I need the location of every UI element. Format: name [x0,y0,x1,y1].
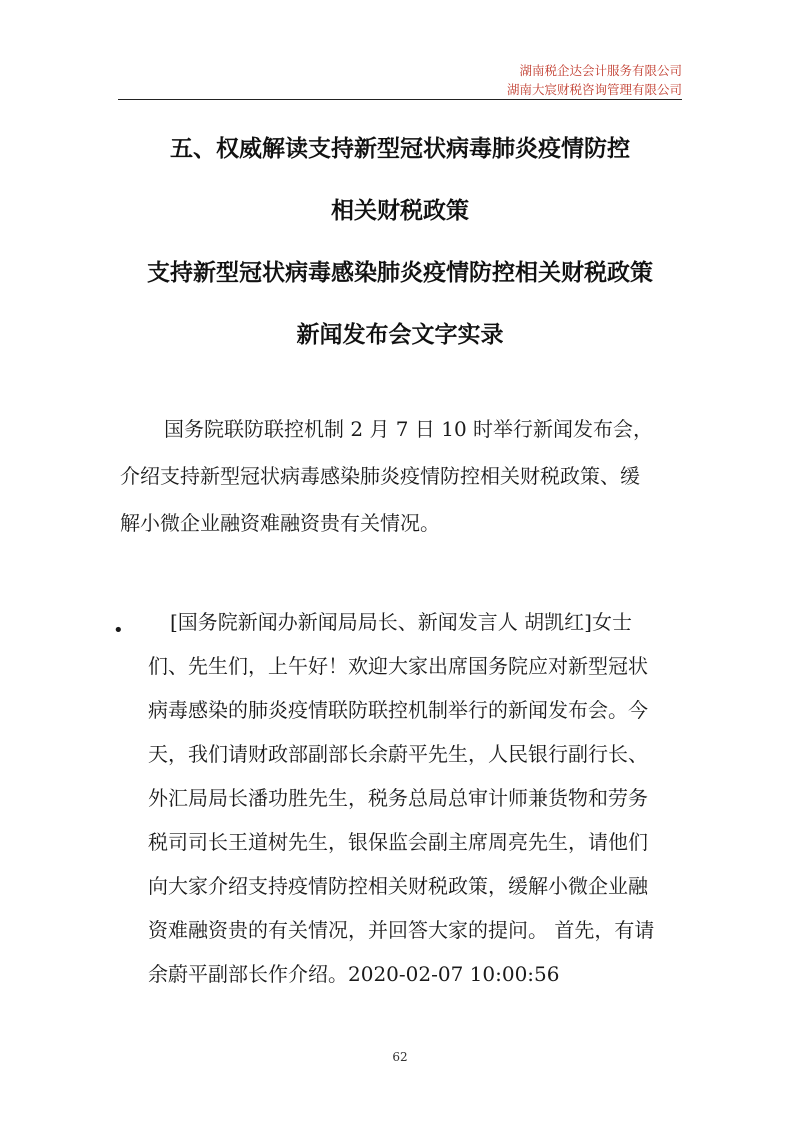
speaker-line: 病毒感染的肺炎疫情联防联控机制举行的新闻发布会。今 [148,698,648,722]
intro-line: 国务院联防联控机制 2 月 7 日 10 时举行新闻发布会， [164,417,654,441]
speaker-line: 天，我们请财政部副部长余蔚平先生，人民银行副行长、 [148,742,648,766]
header-company-1: 湖南税企达会计服务有限公司 [519,63,682,78]
speaker-line: 税司司长王道树先生，银保监会副主席周亮先生，请他们 [148,830,648,854]
intro-line: 解小微企业融资难融资贵有关情况。 [120,511,440,535]
intro-line: 介绍支持新型冠状病毒感染肺炎疫情防控相关财税政策、缓 [120,464,640,488]
title-line-1: 五、权威解读支持新型冠状病毒肺炎疫情防控 [170,136,630,162]
header-divider [118,99,682,100]
title-line-3: 支持新型冠状病毒感染肺炎疫情防控相关财税政策 [147,260,653,286]
speaker-line: 们、先生们，上午好！欢迎大家出席国务院应对新型冠状 [148,654,648,678]
speaker-line: [国务院新闻办新闻局局长、新闻发言人 胡凯红]女士 [170,610,632,634]
page-number: 62 [392,1050,408,1064]
speaker-line: 向大家介绍支持疫情防控相关财税政策，缓解小微企业融 [148,874,648,898]
title-line-2: 相关财税政策 [331,198,469,224]
speaker-line: 资难融资贵的有关情况，并回答大家的提问。 首先，有请 [148,918,655,942]
title-line-4: 新闻发布会文字实录 [296,322,504,348]
intro-paragraph [120,406,690,547]
bullet-marker: • [113,620,124,641]
speaker-paragraph [148,600,688,996]
speaker-line: 余蔚平副部长作介绍。2020-02-07 10:00:56 [148,962,560,986]
speaker-line: 外汇局局长潘功胜先生，税务总局总审计师兼货物和劳务 [148,786,648,810]
header-company-2: 湖南大宸财税咨询管理有限公司 [506,82,682,97]
